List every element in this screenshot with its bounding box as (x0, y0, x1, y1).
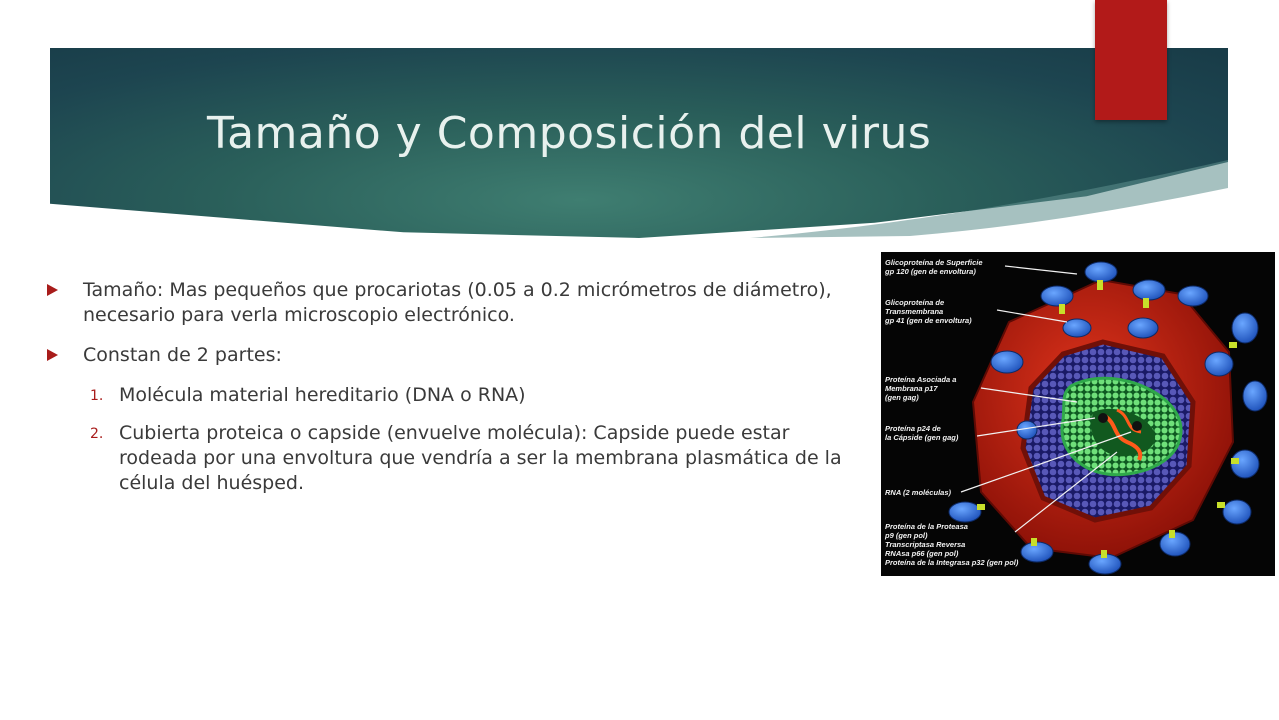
figure-label: RNA (2 moléculas) (885, 488, 951, 497)
bullet-item (45, 343, 845, 368)
figure-label: Proteína p24 de la Cápside (gen gag) (885, 424, 959, 442)
bullet-arrow-icon (47, 349, 58, 361)
item-number: 1. (90, 388, 104, 404)
red-accent-tab (1095, 0, 1167, 120)
bullet-item (45, 278, 845, 328)
numbered-text: Cubierta proteica o capside (envuelve molécula): Capside puede estar rodeada por una envoltura que vendría a ser la membrana plasmática de la célula del huésped. (119, 422, 842, 494)
item-number: 2. (90, 426, 104, 442)
bullet-text: Constan de 2 partes: (83, 344, 282, 366)
body-content (45, 278, 845, 509)
virus-diagram (881, 252, 1275, 576)
numbered-text: Molécula material hereditario (DNA o RNA) (119, 384, 526, 406)
bullet-text: Tamaño: Mas pequeños que procariotas (0.05 a 0.2 micrómetros de diámetro), necesario para verla microscopio electrónico. (83, 279, 832, 326)
figure-label: Glicoproteína de Superficie gp 120 (gen de envoltura) (885, 258, 983, 276)
figure-label: Proteína Asociada a Membrana p17 (gen gag) (885, 375, 957, 402)
figure-label: Glicoproteína de Transmembrana gp 41 (gen de envoltura) (885, 298, 972, 325)
numbered-item (45, 421, 845, 496)
numbered-item (45, 383, 845, 408)
bullet-arrow-icon (47, 284, 58, 296)
figure-label: Proteína de la Proteasa p9 (gen pol) Transcriptasa Reversa RNAsa p66 (gen pol) Proteína de la Integrasa p32 (gen pol) (885, 522, 1019, 567)
page-title: Tamaño y Composición del virus (207, 108, 932, 159)
